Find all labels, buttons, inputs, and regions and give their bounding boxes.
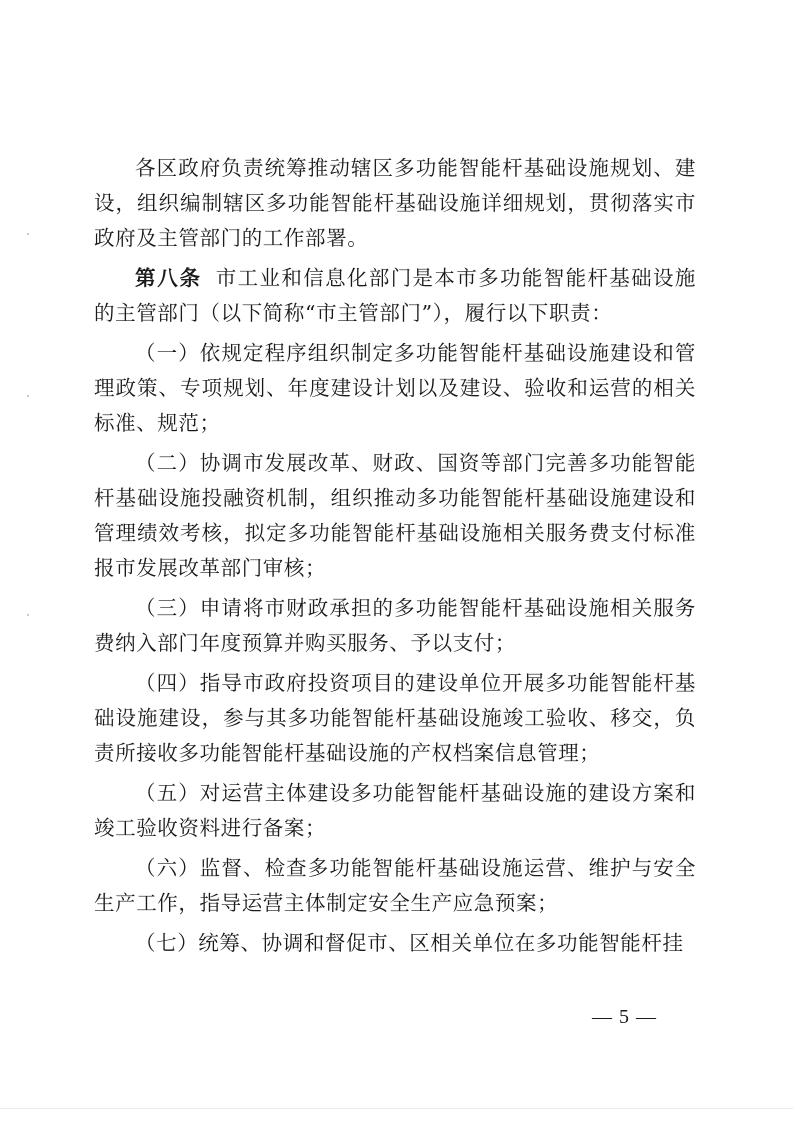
paragraph-district-governments: 各区政府负责统筹推动辖区多功能智能杆基础设施规划、建设，组织编制辖区多功能智能杆基础设施详细规划，贯彻落实市政府及主管部门的工作部署。 [94,156,696,250]
article-number: 第八条 [135,266,202,290]
paragraph-item-6: （六）监督、检查多功能智能杆基础设施运营、维护与安全生产工作，指导运营主体制定安全生产应急预案； [94,856,696,915]
document-body [94,151,696,961]
paragraph-item-2: （二）协调市发展改革、财政、国资等部门完善多功能智能杆基础设施投融资机制，组织推动多功能智能杆基础设施建设和管理绩效考核，拟定多功能智能杆基础设施相关服务费支付标准报市发展改革部门审核； [94,451,696,580]
page-number: — 5 — [592,1006,657,1028]
scan-speck [27,395,29,397]
article-text: 市工业和信息化部门是本市多功能智能杆基础设施的主管部门（以下简称“市主管部门”），履行以下职责： [94,266,697,325]
paragraph-article-8 [94,261,696,331]
paragraph-item-5: （五）对运营主体建设多功能智能杆基础设施的建设方案和竣工验收资料进行备案； [94,781,696,840]
paragraph-item-7: （七）统筹、协调和督促市、区相关单位在多功能智能杆挂 [135,931,684,955]
scan-speck [27,614,29,616]
paragraph-item-1: （一）依规定程序组织制定多功能智能杆基础设施建设和管理政策、专项规划、年度建设计划以及建设、验收和运营的相关标准、规范； [94,341,696,435]
scan-speck [27,233,29,235]
paragraph-item-4: （四）指导市政府投资项目的建设单位开展多功能智能杆基础设施建设，参与其多功能智能杆基础设施竣工验收、移交，负责所接收多功能智能杆基础设施的产权档案信息管理； [94,671,696,765]
paragraph-item-3: （三）申请将市财政承担的多功能智能杆基础设施相关服务费纳入部门年度预算并购买服务、予以支付； [94,596,696,655]
page-bottom-edge [0,1108,793,1109]
